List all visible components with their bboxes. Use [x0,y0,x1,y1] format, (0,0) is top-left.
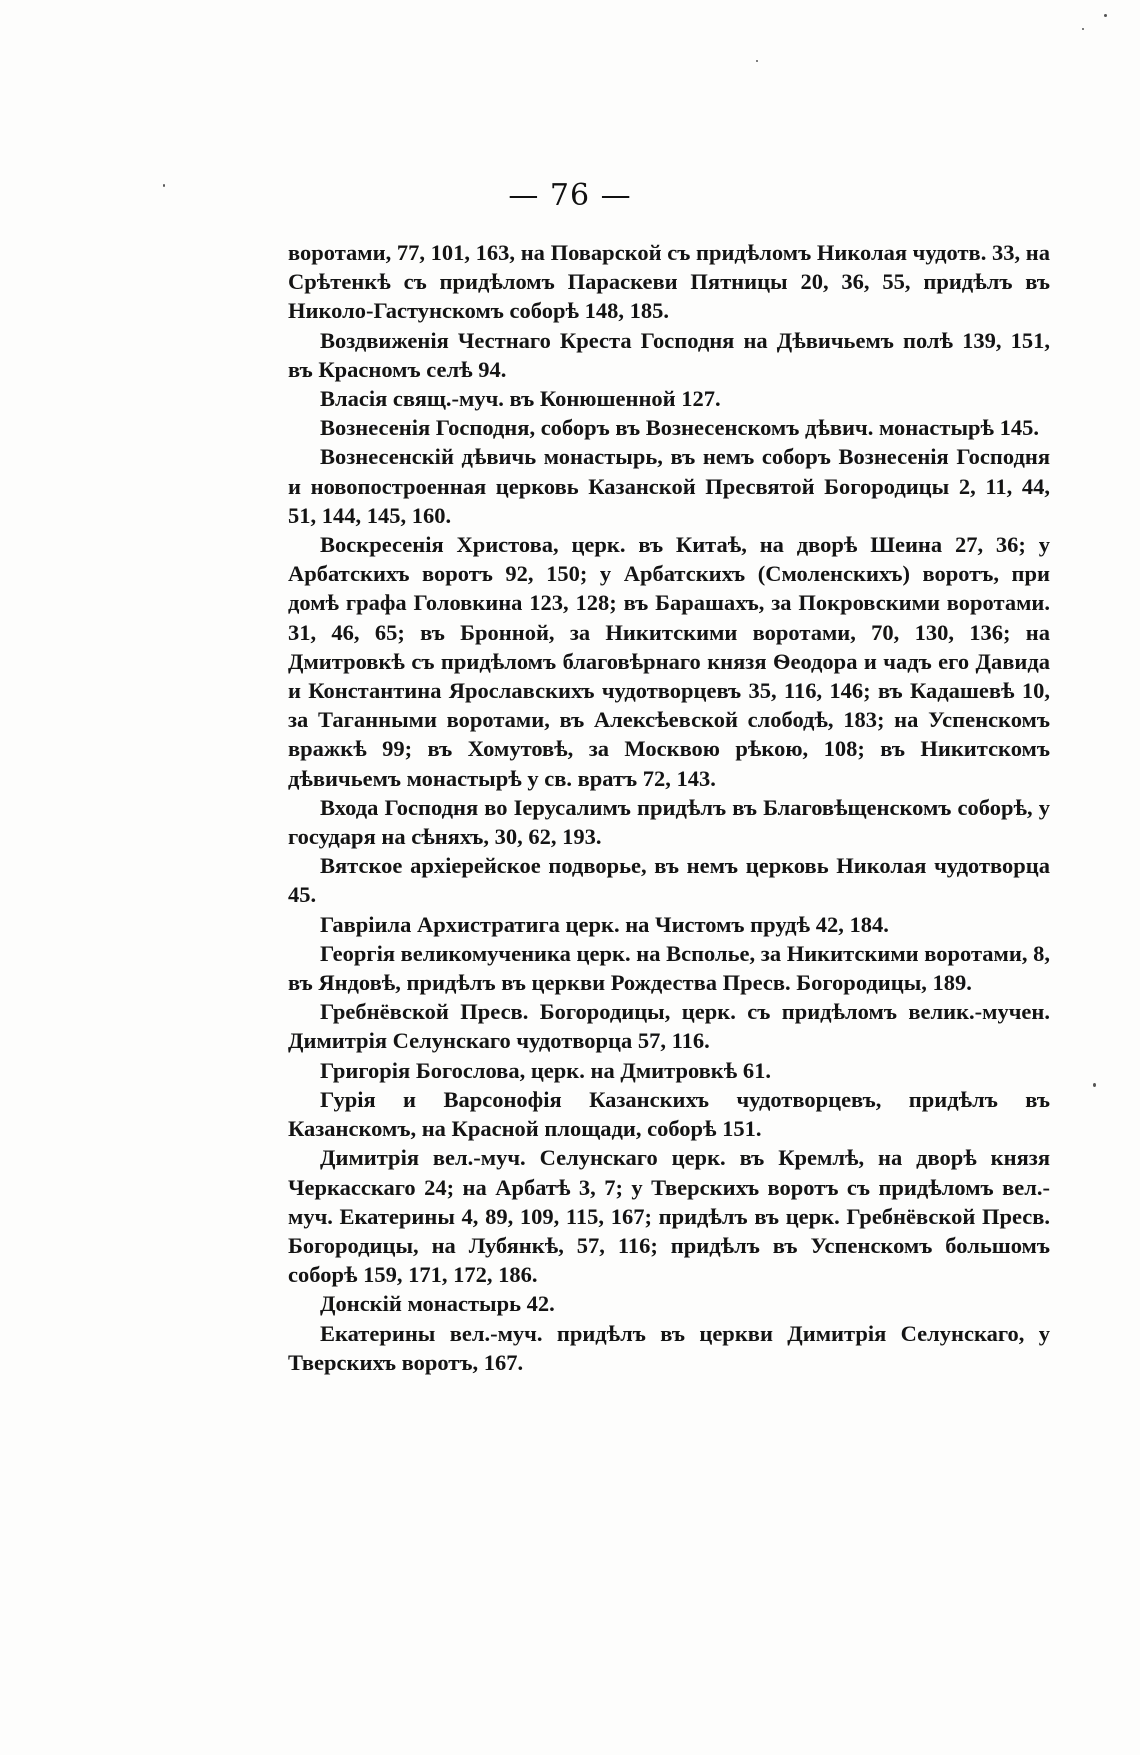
index-entry: Димитрія вел.-муч. Селунскаго церк. въ Кремлѣ, на дворѣ князя Черкасскаго 24; на Арбатѣ 3, 7; у Тверскихъ воротъ съ придѣломъ вел.-муч. Екатерины 4, 89, 109, 115, 167; придѣлъ въ церк. Гребнёвской Пресв. Богородицы, на Лубянкѣ, 57, 116; придѣлъ въ Успенскомъ большомъ соборѣ 159, 171, 172, 186. [288,1145,1050,1288]
scan-speck [1093,1083,1096,1087]
index-entry: Екатерины вел.-муч. придѣлъ въ церкви Димитрія Селунскаго, у Тверскихъ воротъ, 167. [288,1320,1050,1375]
index-entry: Гавріила Архистратига церк. на Чистомъ прудѣ 42, 184. [320,911,889,937]
index-entry: Воскресенія Христова, церк. въ Китаѣ, на дворѣ Шеина 27, 36; у Арбатскихъ воротъ 92, 150; у Арбатскихъ (Смоленскихъ) воротъ, при домѣ графа Головкина 123, 128; въ Барашахъ, за Покровскими воротами. 31, 46, 65; въ Бронной, за Никитскими воротами, 70, 130, 136; на Дмитровкѣ съ придѣломъ благовѣрнаго князя Ѳеодора и чадъ его Давида и Константина Ярославскихъ чудотворцевъ 35, 116, 146; въ Кадашевѣ 10, за Таганными воротами, въ Алексѣевской слободѣ, 183; на Успенскомъ вражкѣ 99; въ Хомутовѣ, за Москвою рѣкою, 108; въ Никитскомъ дѣвичьемъ монастырѣ у св. вратъ 72, 143. [288,532,1050,791]
index-entry: Григорія Богослова, церк. на Дмитровкѣ 61. [320,1057,772,1083]
index-entry: Гурія и Варсонофія Казанскихъ чудотворцевъ, придѣлъ въ Казанскомъ, на Красной площади, соборѣ 151. [288,1086,1050,1142]
index-entry: Вятское архіерейское подворье, въ немъ церковь Николая чудотворца 45. [288,853,1050,908]
scan-speck [1082,28,1084,30]
index-text [288,238,1050,1377]
page-number: — 76 — [508,178,632,213]
index-entry: Вознесенія Господня, соборъ въ Вознесенскомъ дѣвич. монастырѣ 145. [320,415,1040,441]
index-entry: Георгія великомученика церк. на Всполье, за Никитскими воротами, 8, въ Яндовѣ, придѣлъ въ церкви Рождества Пресв. Богородицы, 189. [288,940,1050,996]
index-entry: Донскій монастырь 42. [320,1291,555,1317]
scan-speck [756,60,758,62]
index-entry: Гребнёвской Пресв. Богородицы, церк. съ придѣломъ велик.-мучен. Димитрія Селунскаго чудотворца 57, 116. [288,999,1050,1054]
index-entry: Входа Господня во Іерусалимъ придѣлъ въ Благовѣщенскомъ соборѣ, у государя на сѣняхъ, 30, 62, 193. [288,794,1050,850]
index-entry: Вознесенскій дѣвичь монастырь, въ немъ соборъ Вознесенія Господня и новопостроенная церковь Казанской Пресвятой Богородицы 2, 11, 44, 51, 144, 145, 160. [288,444,1050,528]
index-entry: воротами, 77, 101, 163, на Поварской съ придѣломъ Николая чудотв. 33, на Срѣтенкѣ съ придѣломъ Параскеви Пятницы 20, 36, 55, придѣлъ въ Николо-Гастунскомъ соборѣ 148, 185. [288,240,1050,324]
scan-speck [1104,14,1107,17]
index-entry: Воздвиженія Честнаго Креста Господня на Дѣвичьемъ полѣ 139, 151, въ Красномъ селѣ 94. [288,327,1050,382]
scan-speck [163,184,165,187]
index-entry: Власія свящ.-муч. въ Конюшенной 127. [320,386,721,412]
